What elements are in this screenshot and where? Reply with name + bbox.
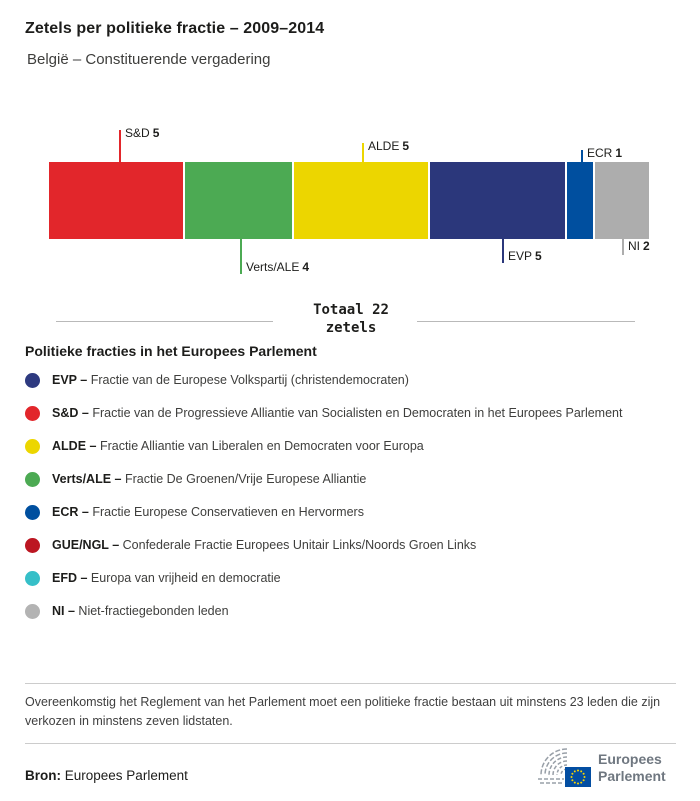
- total-label: Totaal 22: [313, 302, 389, 318]
- legend-desc-sd: Fractie van de Progressieve Alliantie van Socialisten en Democraten in het Europees Parlement: [92, 406, 623, 420]
- callout-seats-alde: 5: [402, 139, 410, 153]
- legend: [25, 372, 675, 636]
- legend-desc-efd: Europa van vrijheid en democratie: [90, 571, 281, 585]
- bar-segment-sd: [49, 162, 183, 239]
- legend-item-alde: [25, 438, 675, 455]
- legend-name-efd: EFD –: [52, 571, 88, 585]
- legend-item-evp: [25, 372, 675, 389]
- legend-text-ecr: [52, 504, 364, 521]
- legend-text-evp: [52, 372, 409, 389]
- legend-item-efd: [25, 570, 675, 587]
- legend-name-ni: NI –: [52, 604, 75, 618]
- source-line: [25, 768, 188, 783]
- legend-dot-alde: [25, 439, 40, 454]
- callout-label-ni: [628, 239, 650, 253]
- page-title: Zetels per politieke fractie – 2009–2014: [25, 20, 325, 37]
- legend-dot-efd: [25, 571, 40, 586]
- callout-seats-ecr: 1: [615, 146, 623, 160]
- callout-label-evp: [508, 249, 542, 263]
- callout-label-verts: [246, 260, 309, 274]
- callout-seats-ni: 2: [643, 239, 650, 253]
- legend-name-sd: S&D –: [52, 406, 89, 420]
- legend-item-ni: [25, 603, 675, 620]
- callout-seats-verts: 4: [302, 260, 310, 274]
- legend-item-gue: [25, 537, 675, 554]
- callout-tick-evp: [502, 239, 504, 263]
- callout-label-sd: [125, 126, 159, 140]
- total-seats-label: [270, 301, 432, 337]
- callout-name-alde: ALDE: [368, 139, 400, 153]
- legend-item-verts: [25, 471, 675, 488]
- legend-dot-evp: [25, 373, 40, 388]
- callout-seats-evp: 5: [535, 249, 542, 263]
- legend-dot-ecr: [25, 505, 40, 520]
- callout-name-ecr: ECR: [587, 146, 613, 160]
- legend-name-alde: ALDE –: [52, 439, 97, 453]
- callout-tick-verts: [240, 239, 242, 274]
- legend-name-gue: GUE/NGL –: [52, 538, 120, 552]
- hemicycle-flag-icon: [530, 741, 592, 795]
- callout-tick-ni: [622, 239, 624, 255]
- legend-item-ecr: [25, 504, 675, 521]
- page-subtitle: België – Constituerende vergadering: [27, 51, 271, 68]
- total-sublabel: zetels: [325, 320, 377, 336]
- callout-tick-ecr: [581, 150, 583, 162]
- legend-desc-ecr: Fractie Europese Conservatieven en Hervormers: [92, 505, 364, 519]
- source-text: Europees Parlement: [64, 768, 188, 783]
- bar-segment-evp: [430, 162, 564, 239]
- legend-name-ecr: ECR –: [52, 505, 89, 519]
- legend-dot-ni: [25, 604, 40, 619]
- legend-desc-alde: Fractie Alliantie van Liberalen en Democraten voor Europa: [99, 439, 424, 453]
- total-seats-divider: [0, 298, 700, 344]
- bar-segment-ecr: [567, 162, 594, 239]
- legend-text-alde: [52, 438, 424, 455]
- european-parliament-logo: [530, 740, 678, 796]
- logo-line1: Europees: [598, 751, 662, 767]
- source-label: Bron:: [25, 768, 61, 783]
- callout-label-alde: [368, 139, 409, 153]
- stacked-bar: [49, 162, 649, 239]
- callout-tick-sd: [119, 130, 121, 162]
- legend-desc-evp: Fractie van de Europese Volkspartij (christendemocraten): [90, 373, 409, 387]
- callout-name-verts: Verts/ALE: [246, 260, 300, 274]
- bar-segment-ni: [595, 162, 649, 239]
- legend-text-verts: [52, 471, 366, 488]
- divider-line-right: [417, 321, 635, 322]
- legend-text-ni: [52, 603, 229, 620]
- callout-name-sd: S&D: [125, 126, 150, 140]
- legend-dot-verts: [25, 472, 40, 487]
- callout-name-ni: NI: [628, 239, 640, 253]
- callout-tick-alde: [362, 143, 364, 162]
- legend-desc-verts: Fractie De Groenen/Vrije Europese Alliantie: [124, 472, 367, 486]
- logo-line2: Parlement: [598, 768, 666, 784]
- legend-text-efd: [52, 570, 281, 587]
- legend-dot-gue: [25, 538, 40, 553]
- footnote: Overeenkomstig het Reglement van het Parlement moet een politieke fractie bestaan uit minstens 23 leden die zijn verkozen in minstens zeven lidstaten.: [25, 683, 676, 744]
- bar-segment-alde: [294, 162, 428, 239]
- bar-segment-verts: [185, 162, 292, 239]
- divider-line-left: [56, 321, 273, 322]
- legend-text-gue: [52, 537, 476, 554]
- legend-desc-gue: Confederale Fractie Europees Unitair Links/Noords Groen Links: [122, 538, 477, 552]
- legend-desc-ni: Niet-fractiegebonden leden: [78, 604, 229, 618]
- legend-item-sd: [25, 405, 675, 422]
- callout-label-ecr: [587, 146, 622, 160]
- legend-text-sd: [52, 405, 622, 422]
- seat-bar-chart: [0, 100, 700, 290]
- legend-name-evp: EVP –: [52, 373, 88, 387]
- callout-name-evp: EVP: [508, 249, 533, 263]
- legend-heading: Politieke fracties in het Europees Parlement: [25, 343, 317, 359]
- callout-seats-sd: 5: [152, 126, 160, 140]
- legend-name-verts: Verts/ALE –: [52, 472, 122, 486]
- legend-dot-sd: [25, 406, 40, 421]
- logo-wordmark: [598, 751, 666, 785]
